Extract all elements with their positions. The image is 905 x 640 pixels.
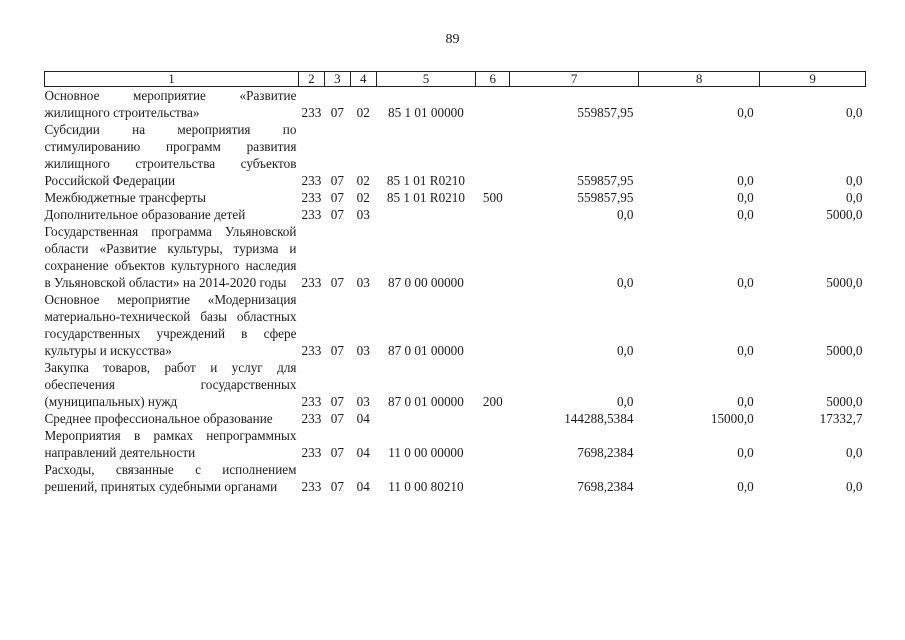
header-cell: 3 [324,72,350,87]
row-expense-type [476,410,510,427]
row-amount-9: 17332,7 [819,411,863,426]
row-name: Межбюджетные трансферты [44,190,206,205]
row-amount-8: 0,0 [737,343,754,358]
row-amount-9: 5000,0 [826,207,863,222]
row-col-4: 03 [356,394,370,409]
row-col-2: 233 [301,105,322,120]
row-col-2: 233 [301,343,322,358]
row-col-3: 07 [330,190,344,205]
row-name: Государственная программа Ульяновской области «Развитие культуры, туризма и сохранение объектов культурного наследия в Ульяновской области» на 2014-2020 годы [44,224,297,290]
row-expense-type [476,87,510,122]
row-amount-9: 0,0 [846,105,863,120]
row-target-code: 85 1 01 R0210 [386,173,465,188]
row-col-4: 03 [356,207,370,222]
row-expense-type [476,223,510,291]
row-amount-7: 559857,95 [577,190,634,205]
budget-table [44,71,866,495]
row-target-code: 11 0 00 80210 [388,479,464,494]
row-amount-8: 0,0 [737,479,754,494]
row-amount-7: 0,0 [616,207,634,222]
header-cell: 1 [45,72,299,87]
row-col-4: 02 [356,105,370,120]
row-amount-9: 0,0 [846,479,863,494]
row-expense-type [476,206,510,223]
table-row [45,189,866,206]
row-amount-9: 0,0 [846,190,863,205]
row-amount-8: 15000,0 [710,411,754,426]
row-col-2: 233 [301,190,322,205]
row-amount-8: 0,0 [737,394,754,409]
row-name: Мероприятия в рамках непрограммных направлений деятельности [44,428,297,460]
row-amount-8: 0,0 [737,207,754,222]
row-name: Основное мероприятие «Развитие жилищного строительства» [44,88,297,120]
row-name: Расходы, связанные с исполнением решений, принятых судебными органами [44,462,297,494]
row-amount-9: 5000,0 [826,394,863,409]
row-amount-8: 0,0 [737,190,754,205]
row-col-2: 233 [301,394,322,409]
row-target-code [376,206,476,223]
row-col-3: 07 [330,207,344,222]
row-amount-9: 0,0 [846,445,863,460]
header-cell: 5 [376,72,476,87]
table-row [45,121,866,189]
row-target-code: 11 0 00 00000 [388,445,464,460]
row-col-2: 233 [301,479,322,494]
row-target-code: 85 1 01 00000 [388,105,464,120]
header-cell: 7 [510,72,639,87]
row-amount-9: 5000,0 [826,275,863,290]
row-amount-7: 0,0 [616,394,634,409]
row-col-2: 233 [301,173,322,188]
row-expense-type: 200 [482,394,503,409]
row-expense-type [476,461,510,495]
table-row [45,461,866,495]
header-cell: 4 [350,72,376,87]
table-row [45,223,866,291]
table-body [45,87,866,496]
row-col-4: 04 [356,411,370,426]
table-row [45,206,866,223]
row-target-code: 87 0 00 00000 [388,275,464,290]
row-col-4: 03 [356,275,370,290]
header-row [45,72,866,87]
row-col-3: 07 [330,173,344,188]
row-expense-type [476,291,510,359]
row-col-3: 07 [330,445,344,460]
row-target-code: 87 0 01 00000 [388,343,464,358]
row-amount-7: 0,0 [616,343,634,358]
table-row [45,291,866,359]
header-cell: 9 [760,72,866,87]
row-col-4: 02 [356,190,370,205]
row-col-4: 03 [356,343,370,358]
row-target-code [376,410,476,427]
row-name: Закупка товаров, работ и услуг для обеспечения государственных (муниципальных) нужд [44,360,297,409]
header-cell: 6 [476,72,510,87]
row-name: Дополнительное образование детей [44,207,246,222]
row-col-2: 233 [301,275,322,290]
row-col-4: 02 [356,173,370,188]
row-col-3: 07 [330,343,344,358]
row-name: Основное мероприятие «Модернизация материально-технической базы областных государственных учреждений в сфере культуры и искусства» [44,292,297,358]
table-row [45,427,866,461]
row-col-4: 04 [356,445,370,460]
row-target-code: 85 1 01 R0210 [386,190,465,205]
row-amount-9: 0,0 [846,173,863,188]
page-number: 89 [445,32,460,47]
row-col-2: 233 [301,445,322,460]
row-amount-7: 7698,2384 [577,479,634,494]
row-amount-8: 0,0 [737,275,754,290]
row-col-2: 233 [301,411,322,426]
row-col-2: 233 [301,207,322,222]
row-col-3: 07 [330,411,344,426]
row-amount-8: 0,0 [737,173,754,188]
row-col-3: 07 [330,394,344,409]
row-amount-8: 0,0 [737,105,754,120]
row-col-4: 04 [356,479,370,494]
row-col-3: 07 [330,275,344,290]
row-amount-7: 559857,95 [577,173,634,188]
table-row [45,87,866,122]
row-amount-9: 5000,0 [826,343,863,358]
table-row [45,359,866,410]
row-name: Среднее профессиональное образование [44,411,273,426]
row-amount-7: 0,0 [616,275,634,290]
row-expense-type [476,427,510,461]
row-amount-7: 144288,5384 [564,411,634,426]
row-amount-7: 7698,2384 [577,445,634,460]
table-row [45,410,866,427]
header-cell: 8 [638,72,759,87]
row-target-code: 87 0 01 00000 [388,394,464,409]
row-amount-8: 0,0 [737,445,754,460]
row-expense-type: 500 [482,190,503,205]
row-col-3: 07 [330,105,344,120]
row-name: Субсидии на мероприятия по стимулированию программ развития жилищного строительства субъектов Российской Федерации [44,122,297,188]
row-amount-7: 559857,95 [577,105,634,120]
row-expense-type [476,121,510,189]
header-cell: 2 [298,72,324,87]
row-col-3: 07 [330,479,344,494]
